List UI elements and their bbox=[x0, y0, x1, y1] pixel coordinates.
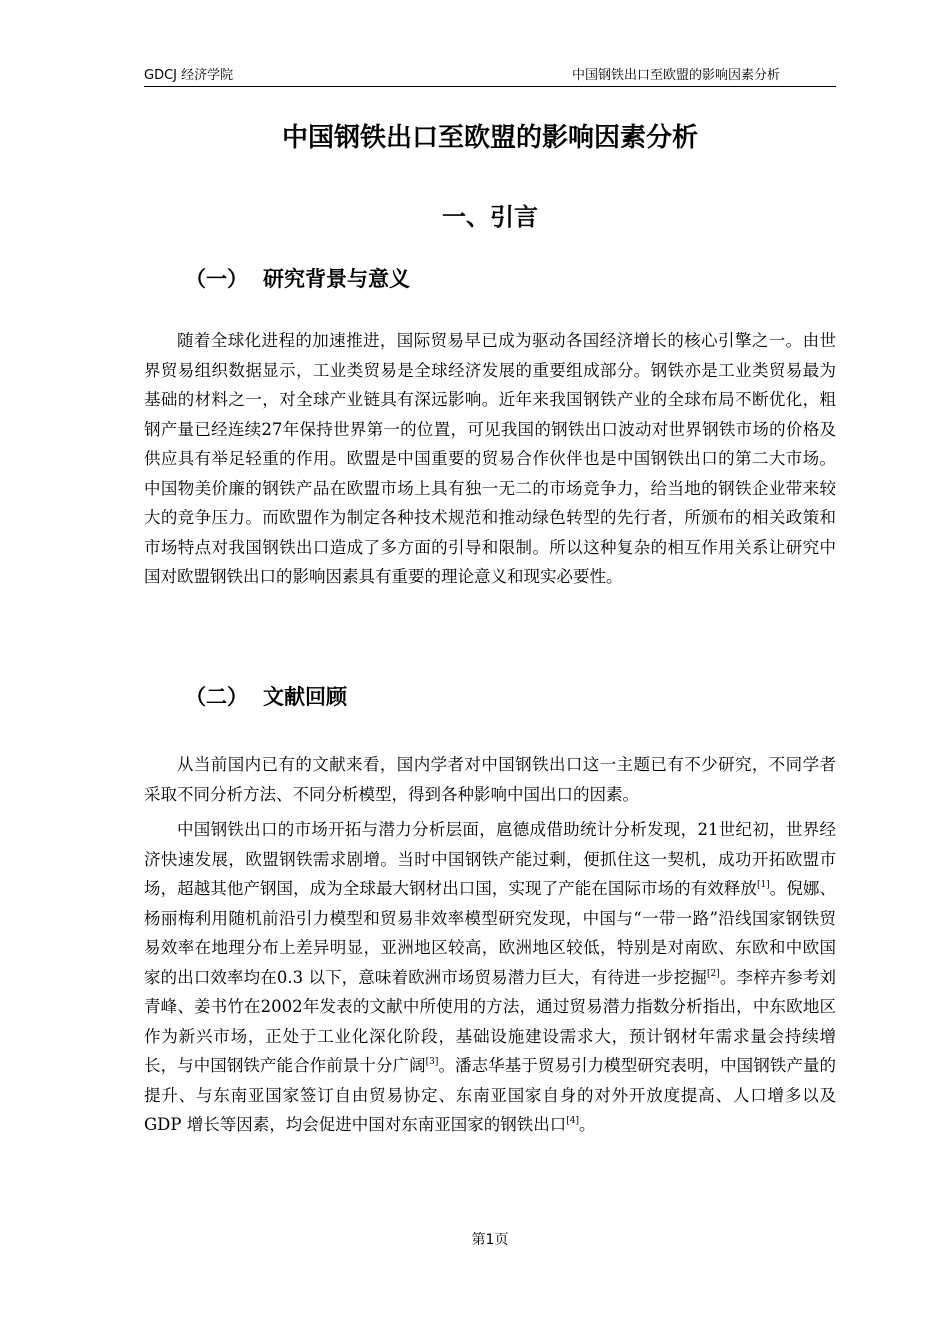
citation-ref-2: [2] bbox=[707, 968, 720, 979]
subsection-heading-background bbox=[185, 264, 410, 294]
citation-ref-1: [1] bbox=[756, 880, 770, 890]
page-header bbox=[144, 66, 836, 87]
paragraph-background: 随着全球化进程的加速推进，国际贸易早已成为驱动各国经济增长的核心引擎之一。由世界贸易组织数据显示，工业类贸易是全球经济发展的重要组成部分。钢铁亦是工业类贸易最为基础的材料之一，对全球产业链具有深远影响。近年来我国钢铁产业的全球布局不断优化，粗钢产量已经连续27年保持世界第一的位置，可见我国的钢铁出口波动对世界钢铁市场的价格及供应具有举足轻重的作用。欧盟是中国重要的贸易合作伙伴也是中国钢铁出口的第二大市场。中国物美价廉的钢铁产品在欧盟市场上具有独一无二的市场竞争力，给当地的钢铁企业带来较大的竞争压力。而欧盟作为制定各种技术规范和推动绿色转型的先行者，所颁布的相关政策和市场特点对我国钢铁出口造成了多方面的引导和限制。所以这种复杂的相互作用关系让研究中国对欧盟钢铁出口的影响因素具有重要的理论意义和现实必要性。 bbox=[144, 331, 836, 586]
document-title: 中国钢铁出口至欧盟的影响因素分析 bbox=[281, 123, 698, 153]
subsection-number: （二） bbox=[185, 685, 248, 709]
paragraph-text: 。 bbox=[579, 1115, 596, 1134]
section-heading-introduction: 一、引言 bbox=[442, 203, 538, 231]
paragraph-text: 。李梓卉参考刘青峰、姜书竹在2002年发表的文献中所使用的方法，通过贸易潜力指数分析指出，中东欧地区作为新兴市场，正处于工业化深化阶段，基础设施建设需求大，预计钢材年需求量会持续增长，与中国钢铁产能合作前景十分广阔 bbox=[144, 967, 836, 1075]
subsection-label: 文献回顾 bbox=[263, 685, 347, 709]
header-left-text: GDCJ 经济学院 bbox=[144, 68, 234, 83]
paragraph-literature-detail bbox=[144, 815, 836, 1140]
paragraph-text: 。倪娜、杨丽梅利用随机前沿引力模型和贸易非效率模型研究发现，中国与“一带一路”沿线国家钢铁贸易效率在地理分布上差异明显，亚洲地区较高，欧洲地区较低，特别是对南欧、东欧和中欧国家的出口效率均在0.3 以下，意味着欧洲市场贸易潜力巨大，有待进一步挖掘 bbox=[144, 879, 837, 987]
citation-ref-4: [4] bbox=[566, 1116, 580, 1126]
page-number: 第1页 bbox=[471, 1232, 509, 1248]
subsection-label: 研究背景与意义 bbox=[263, 267, 410, 291]
paragraph-literature-overview: 从当前国内已有的文献来看，国内学者对中国钢铁出口这一主题已有不少研究，不同学者采取不同分析方法、不同分析模型，得到各种影响中国出口的因素。 bbox=[144, 755, 836, 804]
paragraph-text: 中国钢铁出口的市场开拓与潜力分析层面，扈德成借助统计分析发现，21世纪初，世界经济快速发展，欧盟钢铁需求剧增。当时中国钢铁产能过剩，便抓住这一契机，成功开拓欧盟市场，超越其他产钢国，成为全球最大钢材出口国，实现了产能在国际市场的有效释放 bbox=[144, 820, 836, 898]
subsection-heading-literature-review bbox=[185, 682, 347, 712]
subsection-number: （一） bbox=[185, 267, 248, 291]
header-right-text: 中国钢铁出口至欧盟的影响因素分析 bbox=[571, 68, 780, 83]
citation-ref-3: [3] bbox=[425, 1057, 439, 1067]
paragraph-text: 。潘志华基于贸易引力模型研究表明，中国钢铁产量的提升、与东南亚国家签订自由贸易协定、东南亚国家自身的对外开放度提高、人口增多以及 GDP 增长等因素，均会促进中国对东南亚国家的钢铁出口 bbox=[144, 1056, 837, 1134]
